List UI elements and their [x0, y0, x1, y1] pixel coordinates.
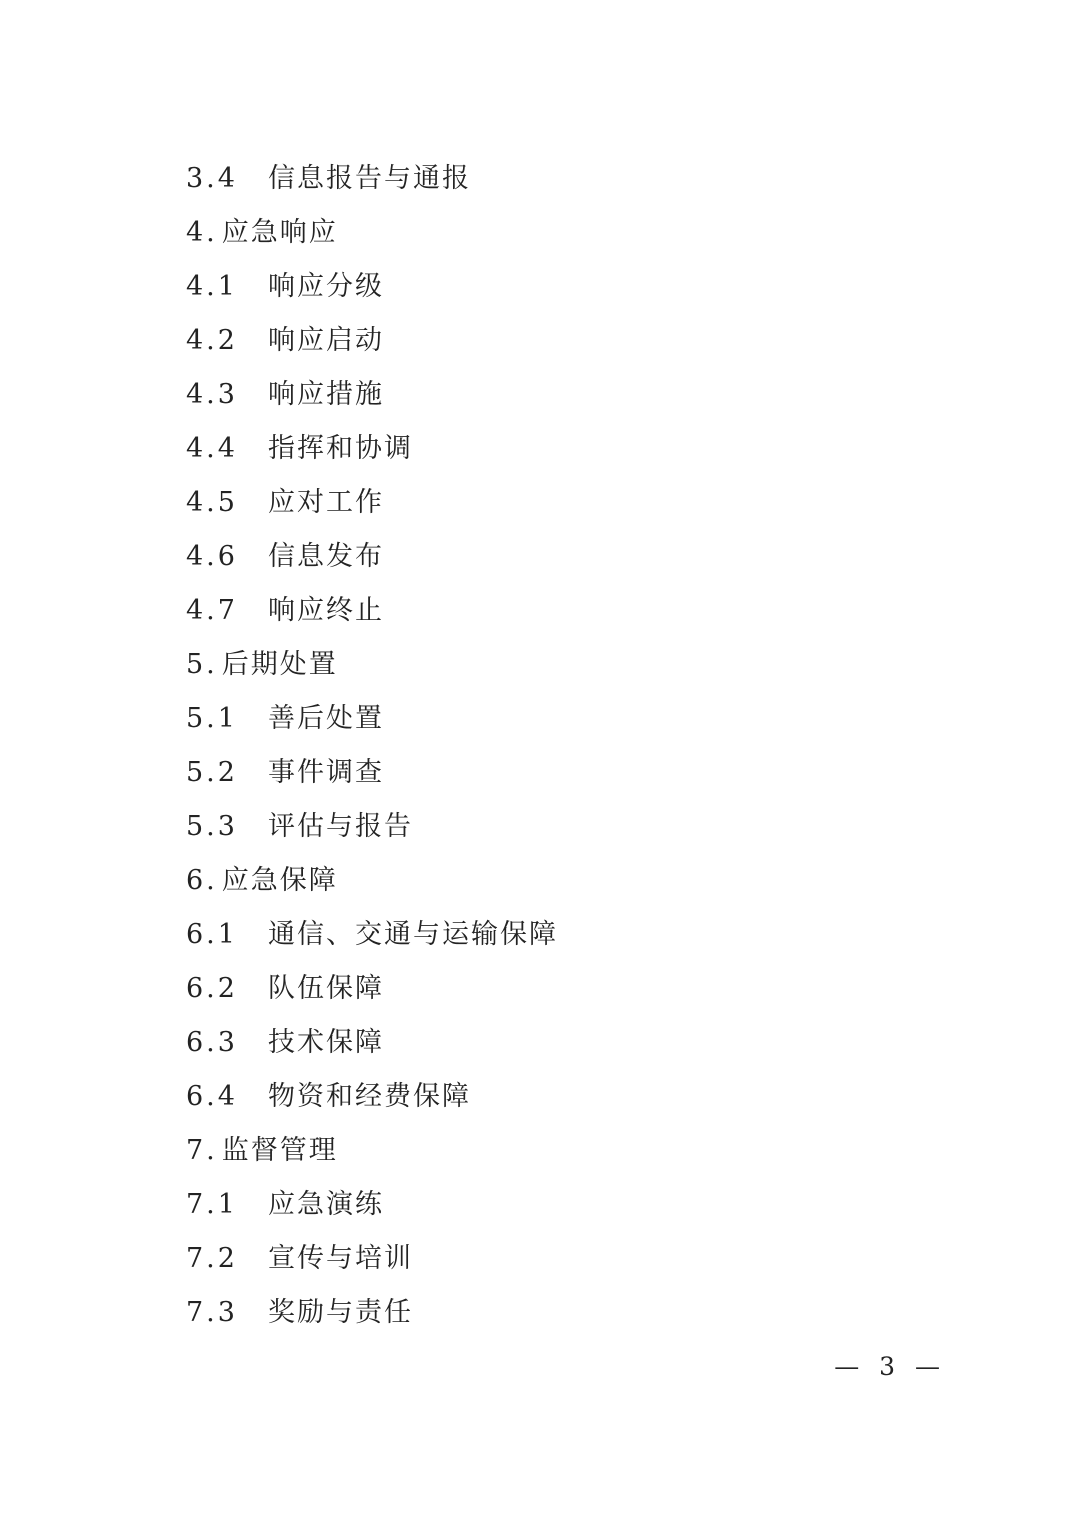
toc-entry-number: 5.2 [186, 757, 238, 788]
toc-entry-number: 7.1 [186, 1189, 238, 1220]
toc-entry-title: 信息发布 [267, 541, 384, 572]
toc-entry-title: 队伍保障 [267, 973, 384, 1004]
toc-entry-title: 通信、交通与运输保障 [267, 919, 558, 950]
toc-entry-number: 7.3 [186, 1297, 238, 1328]
toc-entry-number: 6.1 [186, 919, 238, 950]
toc-entry[interactable] [186, 800, 946, 854]
toc-entry-title: 善后处置 [267, 703, 384, 734]
toc-entry-number: 4.5 [186, 487, 238, 518]
toc-entry-title: 响应分级 [267, 271, 384, 302]
page-number: — 3 — [834, 1352, 946, 1381]
toc-entry[interactable] [186, 1178, 946, 1232]
toc-entry[interactable] [186, 1016, 946, 1070]
toc-entry-title: 应急保障 [221, 865, 338, 896]
toc-entry-title: 响应措施 [267, 379, 384, 410]
toc-entry[interactable] [186, 422, 946, 476]
toc-entry[interactable] [186, 746, 946, 800]
toc-entry[interactable] [186, 692, 946, 746]
toc-entry[interactable] [186, 854, 946, 908]
toc-entry-number: 4.7 [186, 595, 238, 626]
toc-entry-number: 3.4 [186, 163, 238, 194]
toc-entry-number: 4.6 [186, 541, 238, 572]
toc-entry-number: 5.3 [186, 811, 238, 842]
toc-entry[interactable] [186, 962, 946, 1016]
toc-entry-number: 5.1 [186, 703, 238, 734]
toc-entry[interactable] [186, 638, 946, 692]
toc-entry[interactable] [186, 152, 946, 206]
toc-entry-number: 4.1 [186, 271, 238, 302]
toc-entry[interactable] [186, 1124, 946, 1178]
toc-entry-number: 6.4 [186, 1081, 238, 1112]
toc-entry-title: 后期处置 [221, 649, 338, 680]
toc-entry-number: 7.2 [186, 1243, 238, 1274]
toc-entry-title: 事件调查 [267, 757, 384, 788]
toc-entry-title: 应对工作 [267, 487, 384, 518]
toc-entry-title: 指挥和协调 [267, 433, 413, 464]
toc-entry-title: 评估与报告 [267, 811, 413, 842]
toc-entry-title: 物资和经费保障 [267, 1081, 471, 1112]
toc-entry[interactable] [186, 314, 946, 368]
toc-entry-number: 4.3 [186, 379, 238, 410]
toc-entry[interactable] [186, 530, 946, 584]
toc-entry-title: 应急响应 [221, 217, 338, 248]
toc-entry[interactable] [186, 476, 946, 530]
toc-entry[interactable] [186, 260, 946, 314]
toc-entry[interactable] [186, 368, 946, 422]
toc-entry-number: 4.4 [186, 433, 238, 464]
toc-entry-title: 宣传与培训 [267, 1243, 413, 1274]
toc-entry-title: 响应启动 [267, 325, 384, 356]
toc-entry-number: 4.2 [186, 325, 238, 356]
toc-entry[interactable] [186, 206, 946, 260]
toc-entry-title: 奖励与责任 [267, 1297, 413, 1328]
toc-entry-number: 6. [186, 865, 218, 896]
toc-entry-number: 6.2 [186, 973, 238, 1004]
toc-entry[interactable] [186, 584, 946, 638]
toc-entry-title: 响应终止 [267, 595, 384, 626]
toc-entry-number: 6.3 [186, 1027, 238, 1058]
toc-entry-title: 监督管理 [221, 1135, 338, 1166]
toc-entry-title: 应急演练 [267, 1189, 384, 1220]
toc-entry[interactable] [186, 1070, 946, 1124]
toc-entry-number: 5. [186, 649, 218, 680]
toc-entry-title: 信息报告与通报 [267, 163, 471, 194]
toc-entry[interactable] [186, 908, 946, 962]
toc-entry[interactable] [186, 1286, 946, 1340]
toc-entry-number: 7. [186, 1135, 218, 1166]
toc-entry[interactable] [186, 1232, 946, 1286]
toc-entry-title: 技术保障 [267, 1027, 384, 1058]
toc-entry-number: 4. [186, 217, 218, 248]
table-of-contents [186, 152, 946, 1340]
